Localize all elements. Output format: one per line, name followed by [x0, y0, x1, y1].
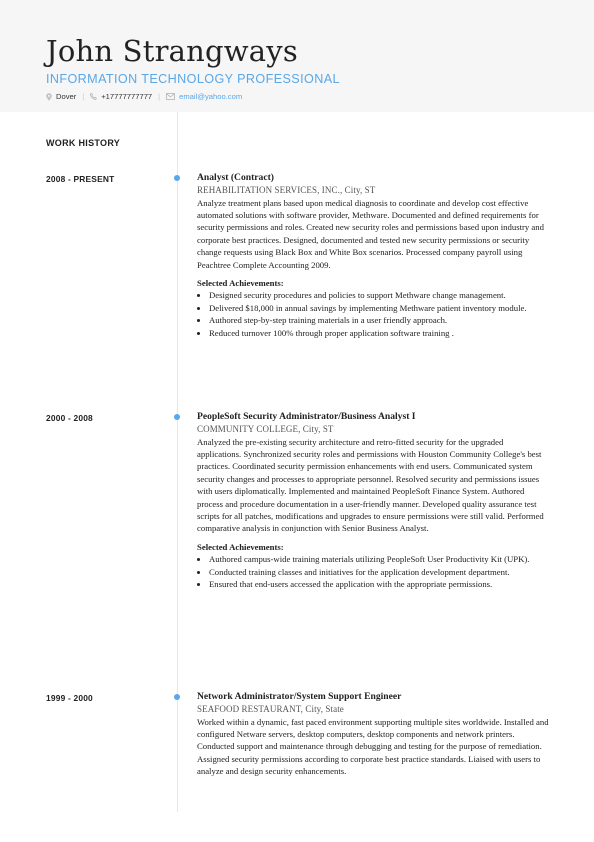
email-link[interactable]: email@yahoo.com [179, 92, 243, 101]
list-item: • Delivered $18,000 in annual savings by implementing Methware patient inventory module. [209, 302, 549, 314]
location-text: Dover [56, 92, 77, 101]
job-company: REHABILITATION SERVICES, INC., City, ST [197, 185, 376, 195]
timeline-line [177, 112, 178, 812]
contact-email[interactable] [166, 92, 242, 101]
phone-icon [90, 93, 97, 100]
candidate-name: John Strangways [46, 34, 298, 68]
section-title-work-history: WORK HISTORY [46, 138, 121, 148]
timeline-dot [174, 694, 180, 700]
resume-header [0, 0, 594, 112]
location-pin-icon [46, 93, 52, 101]
job-description: Analyzed the pre-existing security architecture and retro-fitted security for the upgraded applications. Synchronized security roles and permissions with Houston Community College's best practices. Coordinated security permission enhancements with end users. Communicated system security changes and processes to appropriate personnel. Resolved security and permissions issues with users diplomatically. Implemented and maintained PeopleSoft Finance System. Authored process and procedure documentation in a user-friendly manner. Developed quality assurance test scripts for all patches, modifications and upgrades to ensure permissions were still valid. Performed comparative analysis in conjunction with Senior Business Analyst. [197, 436, 544, 534]
job-entry [197, 690, 549, 778]
job-description: Worked within a dynamic, fast paced environment supporting multiple sites worldwide. Installed and configured Netware servers, desktop computers, desktop components and network printers. Conducted support and maintenance through debugging and testing for the purpose of remediation. Assigned security permissions according to corporate best practice standards. Liaised with users to analyze and design security enhancements. [197, 716, 549, 777]
job-role: Network Administrator/System Support Engineer [197, 691, 402, 702]
job-role: PeopleSoft Security Administrator/Business Analyst I [197, 411, 416, 422]
list-item: • Conducted training classes and initiatives for the application development department. [209, 566, 549, 578]
list-item: • Designed security procedures and policies to support Methware change management. [209, 289, 549, 301]
envelope-icon [166, 93, 175, 100]
contact-bar [46, 92, 242, 101]
achievements-label: Selected Achievements: [197, 278, 284, 289]
contact-location [46, 92, 76, 101]
job-role: Analyst (Contract) [197, 172, 275, 183]
job-entry [197, 171, 549, 339]
contact-phone [90, 92, 152, 101]
phone-text: +17777777777 [101, 92, 153, 101]
contact-divider: | [158, 92, 161, 101]
list-item: • Reduced turnover 100% through proper application software training . [209, 327, 549, 339]
job-dates: 2008 - PRESENT [46, 174, 115, 184]
job-company: COMMUNITY COLLEGE, City, ST [197, 424, 334, 434]
achievements-list [197, 553, 549, 590]
timeline-dot [174, 175, 180, 181]
list-item: • Authored campus-wide training materials utilizing PeopleSoft User Productivity Kit (UPK). [209, 553, 549, 565]
job-company: SEAFOOD RESTAURANT, City, State [197, 704, 344, 714]
achievements-list [197, 289, 549, 339]
timeline-dot [174, 414, 180, 420]
job-dates: 1999 - 2000 [46, 693, 93, 703]
contact-divider: | [82, 92, 85, 101]
job-description: Analyze treatment plans based upon medical diagnosis to coordinate and develop cost effective automated solutions with software provider, Methware. Documented and defined requirements for security permissions and roles. Created new security roles and permissions based upon industry and corporate best practices. Designed, documented and tested new security permissions or security change requests using Black Box and White Box scenarios. Processed company payroll using Peachtree Complete Accounting 2009. [197, 197, 544, 270]
achievements-label: Selected Achievements: [197, 541, 284, 552]
job-dates: 2000 - 2008 [46, 413, 93, 423]
job-entry [197, 410, 549, 590]
list-item: • Authored step-by-step training materials in a user friendly approach. [209, 314, 549, 326]
list-item: • Ensured that end-users accessed the application with the appropriate permissions. [209, 578, 549, 590]
professional-title: INFORMATION TECHNOLOGY PROFESSIONAL [46, 72, 340, 86]
